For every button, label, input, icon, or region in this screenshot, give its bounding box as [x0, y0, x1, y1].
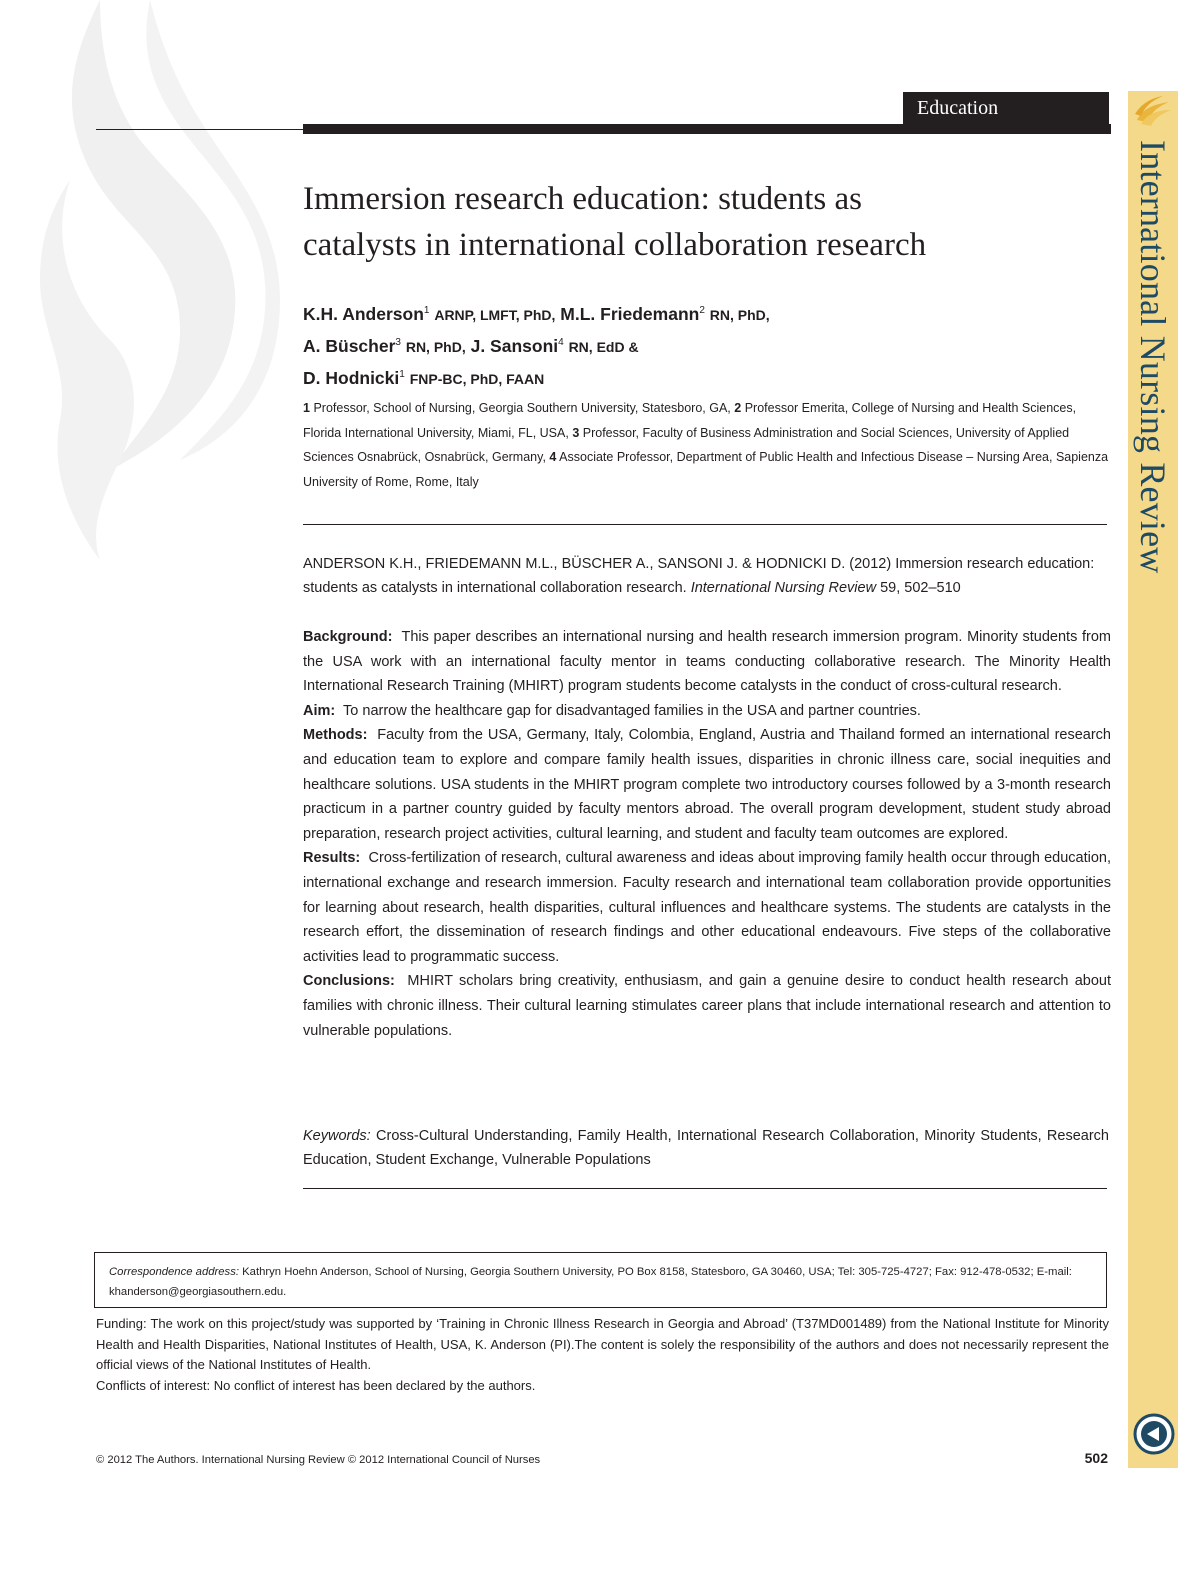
abstract: [303, 625, 1111, 1043]
correspondence-box: [94, 1252, 1107, 1308]
author-affil-marker: 3: [395, 336, 401, 348]
affiliation-text: Associate Professor, Department of Public Health and Infectious Disease – Nursing Area, Sapienza University of Rome, Rome, Italy: [303, 450, 1109, 489]
section-label: Education: [903, 92, 1109, 124]
abstract-aim: [303, 699, 1111, 724]
affiliation-text: Professor, School of Nursing, Georgia Southern University, Statesboro, GA,: [313, 401, 731, 415]
author-affil-marker: 2: [699, 305, 705, 316]
author-degrees: RN, EdD &: [568, 338, 639, 355]
divider: [303, 524, 1107, 525]
author-name: A. Büscher: [303, 335, 396, 356]
author-affil-marker: 1: [423, 305, 430, 316]
affiliation-number: 2: [734, 401, 742, 415]
author-name: J. Sansoni: [470, 335, 559, 356]
header-rule-thin: [96, 129, 306, 130]
abstract-label: Conclusions:: [303, 973, 395, 990]
citation: [303, 552, 1111, 600]
affiliation-text: Professor, Faculty of Business Administration and Social Sciences, University of Applied Sciences Osnabrück, Osnabrück, Germany,: [303, 425, 1070, 464]
page-number: 502: [1084, 1450, 1108, 1466]
abstract-text: MHIRT scholars bring creativity, enthusiasm, and gain a genuine desire to conduct health research about families with chronic illness. Their cultural learning stimulates career plans that include international research and attention to vulnerable populations.: [303, 973, 1111, 1039]
header-rule-thick: [303, 124, 1111, 134]
author-name: K.H. Anderson: [303, 303, 424, 324]
keywords-label: Keywords:: [303, 1128, 371, 1144]
author-degrees: RN, PhD,: [709, 306, 770, 323]
abstract-label: Results:: [303, 850, 361, 867]
author-name: D. Hodnicki: [303, 367, 400, 388]
author-degrees: FNP-BC, PhD, FAAN: [409, 370, 545, 387]
arrow-circle-icon[interactable]: [1132, 1412, 1176, 1456]
author-line-2: [303, 329, 1093, 361]
correspondence-label: Correspondence address:: [109, 1266, 239, 1278]
title-line-1: Immersion research education: students as: [303, 181, 862, 217]
author-line-1: [303, 297, 1093, 329]
funding-text: Funding: The work on this project/study was supported by ‘Training in Chronic Illness Research in Georgia and Abroad’ (T37MD001489) from the National Institute for Minority Health and Health Disparities, National Institutes of Health, USA, K. Anderson (PI).The content is solely the responsibility of the authors and does not necessarily represent the official views of the National Institutes of Health.: [96, 1316, 1109, 1372]
affiliations: [303, 396, 1111, 494]
abstract-text: To narrow the healthcare gap for disadvantaged families in the USA and partner countries.: [343, 702, 921, 719]
abstract-results: [303, 846, 1111, 969]
copyright-footer: © 2012 The Authors. International Nursing Review © 2012 International Council of Nurses: [96, 1454, 541, 1466]
affiliation-number: 3: [572, 425, 580, 440]
abstract-label: Methods:: [303, 727, 368, 744]
correspondence-text: Kathryn Hoehn Anderson, School of Nursing, Georgia Southern University, PO Box 8158, Statesboro, GA 30460, USA; Tel: 305-725-4727; Fax: 912-478-0532; E-mail: khanderson@georgiasouthern.edu.: [109, 1266, 1072, 1298]
author-name: M.L. Friedemann: [560, 303, 700, 324]
abstract-text: Cross-fertilization of research, cultural awareness and ideas about improving family health occur through education, international exchange and research immersion. Faculty research and international team collaboration provide opportunities for learning about research, health disparities, cultural influences and healthcare systems. The students are catalysts in the research effort, the dissemination of research findings and other educational endeavours. Five steps of the collaborative activities lead to programmatic success.: [303, 850, 1111, 965]
author-affil-marker: 4: [558, 336, 564, 348]
citation-journal: International Nursing Review: [690, 580, 877, 596]
keywords: [303, 1124, 1109, 1172]
affiliation-text: Professor Emerita, College of Nursing and Health Sciences, Florida International University, Miami, FL, USA,: [303, 401, 1077, 440]
author-degrees: ARNP, LMFT, PhD,: [434, 306, 556, 323]
abstract-label: Aim:: [303, 702, 336, 719]
author-line-3: [303, 361, 1093, 393]
abstract-text: Faculty from the USA, Germany, Italy, Colombia, England, Austria and Thailand formed an international research and education team to explore and compare family health issues, disparities in chronic illness care, social inequities and healthcare solutions. USA students in the MHIRT program complete two introductory courses followed by a 3-month research practicum in a partner country guided by faculty mentors abroad. The overall program development, student study abroad preparation, research project activities, cultural learning, and student and faculty team outcomes are explored.: [303, 727, 1111, 842]
conflicts-text: Conflicts of interest: No conflict of interest has been declared by the authors.: [96, 1377, 536, 1393]
citation-volume-pages: 59, 502–510: [880, 580, 961, 596]
journal-title-vertical: [1128, 126, 1178, 686]
abstract-label: Background:: [303, 629, 393, 645]
author-degrees: RN, PhD,: [405, 338, 466, 355]
funding-note: [96, 1314, 1109, 1396]
abstract-text: This paper describes an international nursing and health research immersion program. Minority students from the USA work with an international faculty mentor in teams conducting collaborative research. The Minority Health International Research Training (MHIRT) program students become catalysts in the conduct of cross-cultural research.: [303, 629, 1111, 695]
affiliation-number: 4: [549, 450, 557, 464]
journal-title: International Nursing Review: [1133, 140, 1173, 574]
affiliation-number: 1: [303, 401, 310, 415]
abstract-conclusions: [303, 969, 1111, 1043]
citation-text: ANDERSON K.H., FRIEDEMANN M.L., BÜSCHER A., SANSONI J. & HODNICKI D. (2012) Immersion research education: students as catalysts in international collaboration research.: [303, 556, 1095, 596]
article-title: [303, 176, 1113, 268]
keywords-text: Cross-Cultural Understanding, Family Health, International Research Collaboration, Minority Students, Research Education, Student Exchange, Vulnerable Populations: [303, 1128, 1109, 1168]
flame-watermark-icon: [30, 0, 280, 560]
title-line-2: catalysts in international collaboration research: [303, 227, 927, 263]
author-affil-marker: 1: [399, 368, 405, 380]
flame-logo-icon: [1133, 94, 1173, 128]
abstract-methods: [303, 723, 1111, 846]
abstract-background: [303, 625, 1111, 699]
divider: [303, 1188, 1107, 1189]
author-list: [303, 297, 1093, 392]
